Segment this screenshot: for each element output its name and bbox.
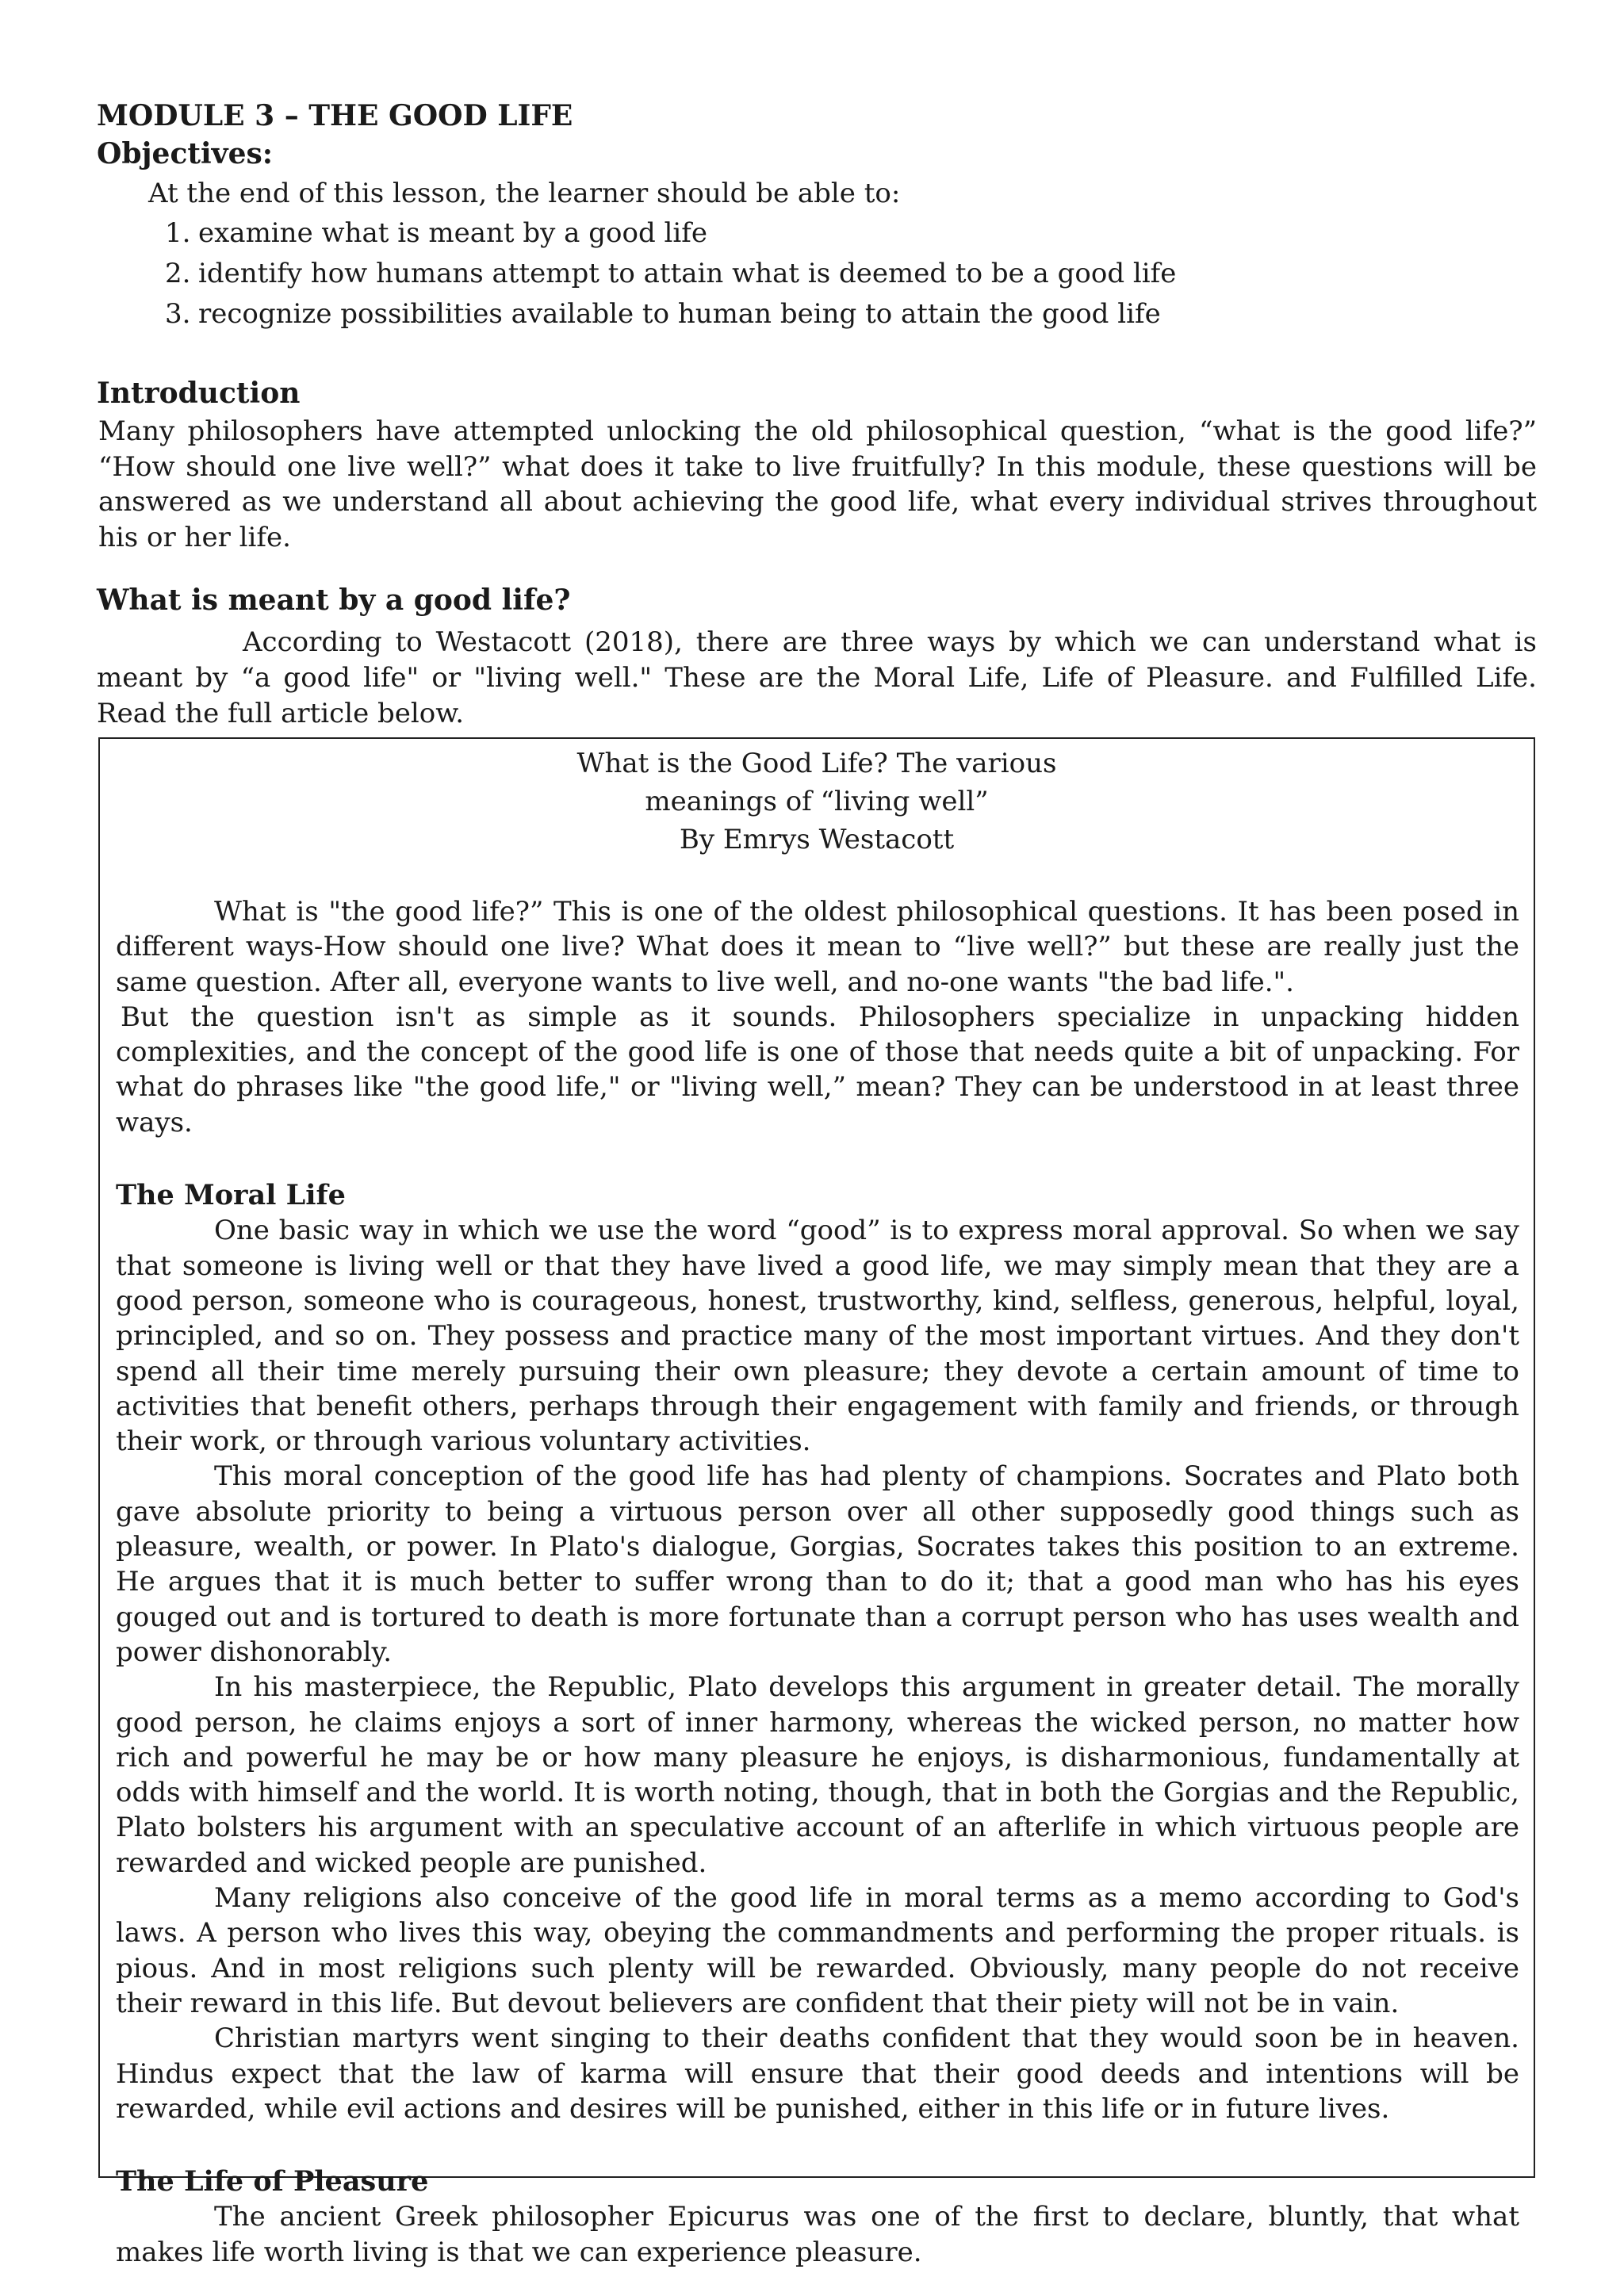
objectives-intro: At the end of this lesson, the learner should be able to: [148,178,901,209]
introduction-heading: Introduction [97,377,301,410]
article-paragraph: But the question isn't as simple as it sounds. Philosophers specialize in unpacking hidden complexities, and the concept of the good life is one of those that needs quite a bit of unpacking. For what do phrases like "the good life," or "living well,” mean? They can be understood in at least three ways. [116,1001,1519,1138]
article-box [98,737,1535,2268]
objective-number: 3. [165,298,191,330]
article-title-line-1: What is the Good Life? The various [576,748,1057,779]
objectives-list [165,216,1177,337]
article-body [116,894,1519,2270]
article-author: By Emrys Westacott [679,824,955,855]
introduction-text: Many philosophers have attempted unlocking the old philosophical question, “what is the good life?” “How should one live well?” what does it take to live fruitfully? In this module, these questions will be answered as we understand all about achieving the good life, what every individual strives throughout his or her life. [98,415,1537,553]
article-title-block [100,744,1534,859]
good-life-heading: What is meant by a good life? [97,584,571,617]
article-paragraph: What is "the good life?” This is one of the oldest philosophical questions. It has been posed in different ways-How should one live? What does it mean to “live well?” but these are really just the same question. After all, everyone wants to live well, and no-one wants "the bad life.". [116,896,1519,998]
article-paragraph: This moral conception of the good life has had plenty of champions. Socrates and Plato both gave absolute priority to being a virtuous person over all other supposedly good things such as pleasure, wealth, or power. In Plato's dialogue, Gorgias, Socrates takes this position to an extreme. He argues that it is much better to suffer wrong than to do it; that a good man who has his eyes gouged out and is tortured to death is more fortunate than a corrupt person who has uses wealth and power dishonorably. [116,1460,1519,1668]
objective-item [165,256,1177,297]
life-of-pleasure-heading: The Life of Pleasure [116,2165,429,2198]
objective-item [165,216,1176,256]
objective-text: recognize possibilities available to human being to attain the good life [198,298,1161,330]
article-paragraph: One basic way in which we use the word “good” is to express moral approval. So when we say that someone is living well or that they have lived a good life, we may simply mean that they are a good person, someone who is courageous, honest, trustworthy, kind, selfless, generous, helpful, loyal, principled, and so on. They possess and practice many of the most important virtues. And they don't spend all their time merely pursuing their own pleasure; they devote a certain amount of time to activities that benefit others, perhaps through their engagement with family and friends, or through their work, or through various voluntary activities. [116,1215,1519,1458]
module-title: MODULE 3 – THE GOOD LIFE [97,99,573,132]
objective-number: 1. [165,217,191,249]
article-paragraph: Many religions also conceive of the good life in moral terms as a memo according to God's laws. A person who lives this way, obeying the commandments and performing the proper rituals. is pious. And in most religions such plenty will be rewarded. Obviously, many people do not receive their reward in this life. But devout believers are confident that their piety will not be in vain. [116,1882,1519,2019]
moral-life-heading: The Moral Life [116,1179,346,1212]
objective-text: identify how humans attempt to attain what is deemed to be a good life [198,258,1177,289]
article-paragraph: Christian martyrs went singing to their deaths confident that they would soon be in heaven. Hindus expect that the law of karma will ensure that their good deeds and intentions will be rewarded, while evil actions and desires will be punished, either in this life or in future lives. [116,2022,1519,2125]
objective-item [165,297,1176,337]
objective-number: 2. [165,258,191,289]
article-paragraph: In his masterpiece, the Republic, Plato develops this argument in greater detail. The morally good person, he claims enjoys a sort of inner harmony, whereas the wicked person, no matter how rich and powerful he may be or how many pleasure he enjoys, is disharmonious, fundamentally at odds with himself and the world. It is worth noting, though, that in both the Gorgias and the Republic, Plato bolsters his argument with an speculative account of an afterlife in which virtuous people are rewarded and wicked people are punished. [116,1671,1519,1879]
objective-text: examine what is meant by a good life [198,217,707,249]
objectives-heading: Objectives: [97,137,274,170]
article-title-line-2: meanings of “living well” [645,786,989,817]
article-paragraph: The ancient Greek philosopher Epicurus was one of the first to declare, bluntly, that what makes life worth living is that we can experience pleasure. [116,2201,1519,2268]
good-life-text: According to Westacott (2018), there are three ways by which we can understand what is meant by “a good life" or "living well." These are the Moral Life, Life of Pleasure. and Fulfilled Life. Read the full article below. [97,626,1537,729]
